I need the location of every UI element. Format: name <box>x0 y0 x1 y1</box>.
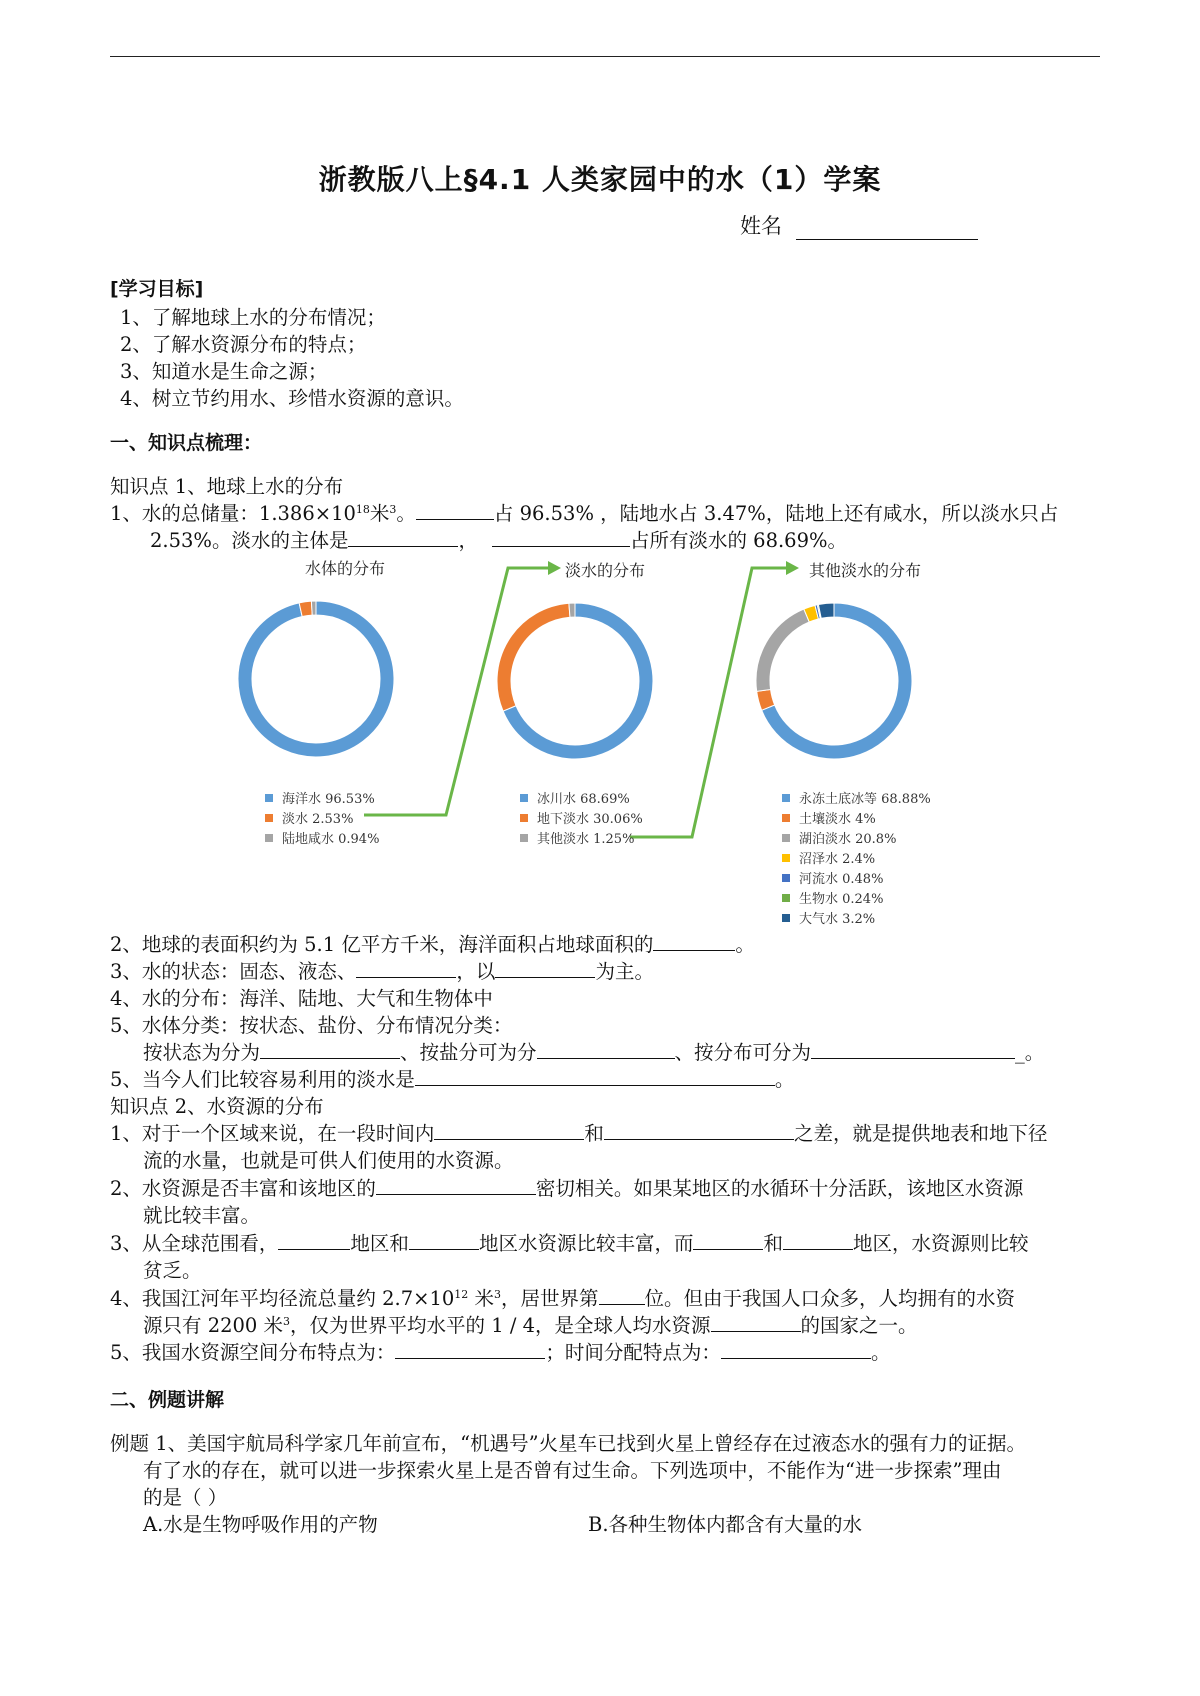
kp2-q4: 4、我国江河年平均径流总量约 $2.7\times 10^{12}$ 米$^3$，居世界第 位。但由于我国人口众多，人均拥有的水资 <box>110 1287 1016 1310</box>
name-blank[interactable] <box>796 219 978 240</box>
answer-blank[interactable] <box>495 959 595 978</box>
goal-item: 3、知道水是生命之源； <box>120 360 328 383</box>
donut-slice <box>818 603 834 618</box>
answer-blank[interactable] <box>356 959 456 978</box>
legend-label: 淡水 2.53% <box>282 812 354 827</box>
legend-swatch <box>520 794 528 802</box>
legend-swatch <box>782 814 790 822</box>
answer-blank[interactable] <box>537 1040 675 1059</box>
kp2-title: 知识点 2、水资源的分布 <box>110 1095 324 1118</box>
donut-chart-other-freshwater <box>756 603 912 759</box>
chart-title: 淡水的分布 <box>564 561 645 580</box>
legend-swatch <box>520 834 528 842</box>
option-b[interactable]: B.各种生物体内都含有大量的水 <box>588 1513 863 1536</box>
legend-label: 大气水 3.2% <box>799 912 876 927</box>
kp2-q2-line2: 就比较丰富。 <box>143 1204 261 1227</box>
donut-slice <box>311 601 316 615</box>
legend-entry <box>782 870 931 890</box>
donut-slice <box>756 609 809 691</box>
name-label: 姓名 <box>740 214 782 238</box>
legend-entry <box>265 810 379 830</box>
answer-blank[interactable] <box>409 1231 479 1250</box>
example1-line1: 例题 1、美国宇航局科学家几年前宣布，“机遇号”火星车已找到火星上曾经存在过液态水的强有力的证据。 <box>110 1432 1027 1455</box>
answer-blank[interactable] <box>415 1067 775 1086</box>
answer-blank[interactable] <box>811 1040 1015 1059</box>
water-distribution-charts <box>230 556 990 926</box>
option-a[interactable]: A.水是生物呼吸作用的产物 <box>143 1513 378 1536</box>
legend-label: 永冻土底冰等 68.88% <box>799 792 931 807</box>
kp2-q3-line2: 贫乏。 <box>143 1259 202 1282</box>
legend-swatch <box>265 834 273 842</box>
chart-title: 其他淡水的分布 <box>808 561 921 580</box>
chart-title: 水体的分布 <box>304 559 385 578</box>
header-rule <box>110 56 1100 57</box>
page-title: 浙教版八上§4.1 人类家园中的水（1）学案 <box>318 163 882 196</box>
chart-legend <box>782 790 931 930</box>
legend-label: 生物水 0.24% <box>799 892 884 907</box>
kp1-q6: 5、当今人们比较容易利用的淡水是 。 <box>110 1068 795 1091</box>
chart-legend <box>265 790 379 850</box>
answer-blank[interactable] <box>492 528 630 547</box>
legend-entry <box>265 830 379 850</box>
donut-chart-water-bodies <box>238 601 394 757</box>
legend-swatch <box>782 914 790 922</box>
legend-entry <box>782 910 931 930</box>
legend-label: 沼泽水 2.4% <box>799 852 876 867</box>
kp2-q2: 2、水资源是否丰富和该地区的 密切相关。如果某地区的水循环十分活跃，该地区水资源 <box>110 1177 1024 1200</box>
legend-swatch <box>782 854 790 862</box>
legend-label: 海洋水 96.53% <box>282 792 375 807</box>
name-field[interactable] <box>740 210 978 240</box>
answer-blank[interactable] <box>434 1121 584 1140</box>
legend-entry <box>782 790 931 810</box>
answer-blank[interactable] <box>260 1040 400 1059</box>
legend-entry <box>520 790 643 810</box>
chart-legend <box>520 790 643 850</box>
legend-swatch <box>782 874 790 882</box>
answer-blank[interactable] <box>278 1231 350 1250</box>
legend-swatch <box>265 814 273 822</box>
answer-blank[interactable] <box>711 1313 801 1332</box>
goal-item: 1、了解地球上水的分布情况； <box>120 306 386 329</box>
kp2-q5: 5、我国水资源空间分布特点为： ；时间分配特点为： 。 <box>110 1341 891 1364</box>
legend-label: 陆地咸水 0.94% <box>282 832 380 847</box>
example1-line3: 的是（ ） <box>143 1486 228 1509</box>
legend-swatch <box>265 794 273 802</box>
answer-blank[interactable] <box>653 932 735 951</box>
kp2-q1-line2: 流的水量，也就是可供人们使用的水资源。 <box>143 1149 514 1172</box>
example1-line2: 有了水的存在，就可以进一步探索火星上是否曾有过生命。下列选项中，不能作为“进一步探索”理由 <box>143 1459 1002 1482</box>
answer-blank[interactable] <box>395 1340 545 1359</box>
legend-label: 地下淡水 30.06% <box>537 812 643 827</box>
kp1-q3: 3、水的状态：固态、液态、 ，以 为主。 <box>110 960 654 983</box>
goals-heading: [学习目标] <box>110 278 204 300</box>
kp1-q5: 5、水体分类：按状态、盐份、分布情况分类： <box>110 1014 513 1037</box>
legend-label: 土壤淡水 4% <box>799 812 876 827</box>
donut-slice <box>569 603 575 617</box>
legend-label: 湖泊淡水 20.8% <box>799 832 897 847</box>
kp2-q3: 3、从全球范围看， 地区和 地区水资源比较丰富，而 和 地区，水资源则比较 <box>110 1232 1029 1255</box>
section2-heading: 二、例题讲解 <box>110 1389 225 1411</box>
legend-label: 冰川水 68.69% <box>537 792 630 807</box>
legend-entry <box>520 830 643 850</box>
goal-item: 4、树立节约用水、珍惜水资源的意识。 <box>120 387 464 410</box>
kp2-q4-line2: 源只有 2200 米$^3$，仅为世界平均水平的 1 / 4，是全球人均水资源 的国家之一。 <box>143 1314 918 1337</box>
answer-blank[interactable] <box>783 1231 853 1250</box>
kp1-q1-line2: 2.53%。淡水的主体是 ， 占所有淡水的 68.69%。 <box>150 529 848 552</box>
kp1-q1-line1: 1、水的总储量：$1.386\times 10^{18}$米$^3$。 占 96.53% ，陆地水占 3.47%，陆地上还有咸水，所以淡水只占 <box>110 502 1059 525</box>
answer-blank[interactable] <box>693 1231 763 1250</box>
donut-chart-freshwater <box>497 603 653 759</box>
kp1-q4: 4、水的分布：海洋、陆地、大气和生物体中 <box>110 987 493 1010</box>
goal-item: 2、了解水资源分布的特点； <box>120 333 367 356</box>
connector-arrowhead <box>548 561 561 575</box>
kp2-q1: 1、对于一个区域来说，在一段时间内 和 之差，就是提供地表和地下径 <box>110 1122 1048 1145</box>
answer-blank[interactable] <box>604 1121 794 1140</box>
legend-entry <box>782 890 931 910</box>
section1-heading: 一、知识点梳理： <box>110 432 263 454</box>
legend-swatch <box>520 814 528 822</box>
kp1-q2: 2、地球的表面积约为 5.1 亿平方千米，海洋面积占地球面积的 。 <box>110 933 755 956</box>
answer-blank[interactable] <box>416 501 494 520</box>
legend-entry <box>782 850 931 870</box>
answer-blank[interactable] <box>721 1340 871 1359</box>
donut-slice <box>497 603 570 711</box>
legend-entry <box>265 790 379 810</box>
donut-slice <box>238 601 394 757</box>
legend-label: 河流水 0.48% <box>799 872 884 887</box>
legend-entry <box>782 830 931 850</box>
legend-swatch <box>782 794 790 802</box>
answer-blank[interactable] <box>376 1176 536 1195</box>
kp1-title: 知识点 1、地球上水的分布 <box>110 475 344 498</box>
legend-swatch <box>782 894 790 902</box>
connector-arrowhead <box>786 561 799 575</box>
legend-label: 其他淡水 1.25% <box>537 832 635 847</box>
answer-blank[interactable] <box>348 528 458 547</box>
legend-swatch <box>782 834 790 842</box>
legend-entry <box>782 810 931 830</box>
answer-blank[interactable] <box>599 1286 645 1305</box>
kp1-q5-line2: 按状态为分为 、按盐分可为分 、按分布可分为 _。 <box>143 1041 1045 1064</box>
legend-entry <box>520 810 643 830</box>
